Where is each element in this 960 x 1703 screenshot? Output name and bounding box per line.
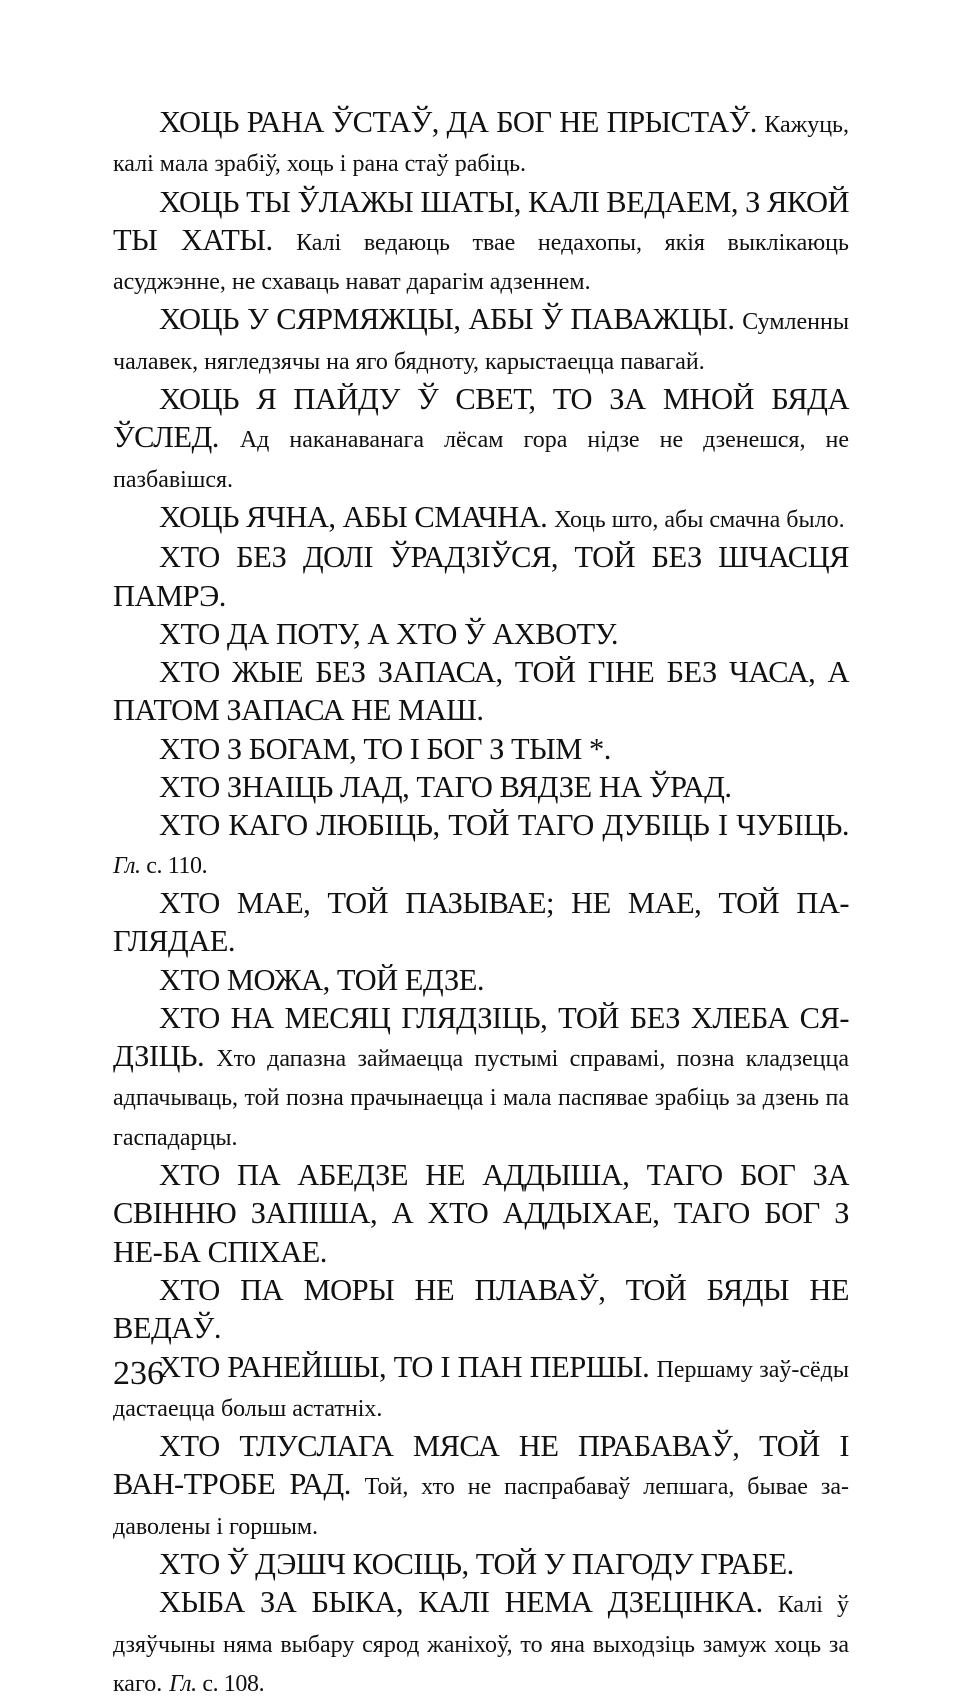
proverb-entry xyxy=(113,1272,849,1349)
proverb-headword: ХОЦЬ ЯЧНА, АБЫ СМАЧНА. xyxy=(159,499,548,534)
proverb-entry xyxy=(113,1349,849,1429)
cross-reference-source: Гл. xyxy=(169,1670,197,1697)
proverb-headword: ХТО З БОГАМ, ТО І БОГ З ТЫМ *. xyxy=(159,731,611,766)
proverb-headword: ХТО ЗНАІЦЬ ЛАД, ТАГО ВЯДЗЕ НА ЎРАД. xyxy=(159,770,732,805)
proverb-headword: ХТО ДА ПОТУ, А ХТО Ў АХВОТУ. xyxy=(159,616,618,651)
proverb-entry xyxy=(113,104,849,184)
proverb-entry xyxy=(113,654,849,731)
proverb-entry xyxy=(113,499,849,539)
proverb-headword: ХТО Ў ДЭШЧ КОСІЦЬ, ТОЙ У ПАГОДУ ГРАБЕ. xyxy=(159,1546,794,1581)
proverb-headword: ХТО КАГО ЛЮБІЦЬ, ТОЙ ТАГО ДУБІЦЬ І ЧУБІЦЬ. xyxy=(159,808,849,843)
proverb-entry xyxy=(113,1157,849,1272)
proverb-entry xyxy=(113,1546,849,1584)
proverb-gloss: Хто дапазна займаецца пустымі справамі, позна кладзецца адпачываць, той позна прачынаецца і мала паспявае зрабіць за дзень па гаспадарцы. xyxy=(113,1046,849,1151)
proverb-headword: ХОЦЬ Я ПАЙДУ Ў СВЕТ, ТО ЗА МНОЙ БЯДА ЎСЛЕД. xyxy=(113,382,849,455)
proverb-gloss: Хоць што, абы смачна было. xyxy=(554,506,845,533)
proverb-gloss: Калі ведаюць твае недахопы, якія выклікаюць асуджэнне, не схаваць нават дарагім адзеннем. xyxy=(113,229,849,296)
proverb-headword: ХТО БЕЗ ДОЛІ ЎРАДЗІЎСЯ, ТОЙ БЕЗ ШЧАСЦЯ ПАМРЭ. xyxy=(113,540,849,613)
proverb-entry xyxy=(113,769,849,807)
cross-reference-page: с. 110. xyxy=(146,852,208,879)
proverb-headword: ХТО ЖЫЕ БЕЗ ЗАПАСА, ТОЙ ГІНЕ БЕЗ ЧАСА, А ПАТОМ ЗАПАСА НЕ МАШ. xyxy=(113,655,849,728)
dictionary-page xyxy=(113,104,849,1703)
cross-reference xyxy=(169,1671,264,1697)
proverb-headword: ХТО ПА МОРЫ НЕ ПЛАВАЎ, ТОЙ БЯДЫ НЕ ВЕДАЎ. xyxy=(113,1272,849,1346)
proverb-entry xyxy=(113,885,849,962)
proverb-headword: ХТО МОЖА, ТОЙ ЕДЗЕ. xyxy=(159,962,485,997)
proverb-gloss: Ад наканаванага лёсам гора нідзе не дзенешся, не пазбавішся. xyxy=(113,427,849,493)
proverb-entry xyxy=(113,539,849,616)
proverb-entry xyxy=(113,807,849,885)
proverb-gloss: Сумленны чалавек, нягледзячы на яго бядноту, карыстаецца павагай. xyxy=(113,309,849,375)
proverb-entry xyxy=(113,1000,849,1157)
proverb-headword: ХЫБА ЗА БЫКА, КАЛІ НЕМА ДЗЕЦІНКА. xyxy=(159,1585,763,1620)
proverb-headword: ХОЦЬ У СЯРМЯЖЦЫ, АБЫ Ў ПАВАЖЦЫ. xyxy=(159,302,735,337)
proverb-entry xyxy=(113,1428,849,1546)
proverb-entry xyxy=(113,301,849,381)
proverb-entry xyxy=(113,1584,849,1703)
proverb-entry xyxy=(113,184,849,302)
proverb-headword: ХОЦЬ РАНА ЎСТАЎ, ДА БОГ НЕ ПРЫСТАЎ. xyxy=(159,105,757,139)
proverb-gloss: Калі ў дзяўчыны няма выбару сярод жаніхоў, то яна выходзіць замуж хоць за каго. xyxy=(113,1592,849,1697)
proverb-entry xyxy=(113,731,849,769)
proverb-headword: ХТО РАНЕЙШЫ, ТО І ПАН ПЕРШЫ. xyxy=(159,1349,650,1384)
proverb-headword: ХТО ТЛУСЛАГА МЯСА НЕ ПРАБАВАЎ, ТОЙ І ВАН-ТРОБЕ РАД. xyxy=(113,1429,849,1502)
proverb-gloss: Першаму заў-сёды дастаецца больш астатніх. xyxy=(113,1356,849,1422)
proverb-headword: ХТО МАЕ, ТОЙ ПАЗЫВАЕ; НЕ МАЕ, ТОЙ ПА-ГЛЯДАЕ. xyxy=(113,885,849,959)
cross-reference xyxy=(113,853,207,879)
proverb-gloss: Той, хто не паспрабаваў лепшага, бывае за-даволены і горшым. xyxy=(113,1474,849,1540)
proverb-entry xyxy=(113,962,849,1000)
proverb-headword: ХТО НА МЕСЯЦ ГЛЯДЗІЦЬ, ТОЙ БЕЗ ХЛЕБА СЯ-ДЗІЦЬ. xyxy=(113,1000,849,1074)
proverb-headword: ХТО ПА АБЕДЗЕ НЕ АДДЫША, ТАГО БОГ ЗА СВІННЮ ЗАПІША, А ХТО АДДЫХАЕ, ТАГО БОГ З НЕ-БА СПІХАЕ. xyxy=(113,1158,849,1269)
page-number: 236 xyxy=(113,1355,164,1392)
proverb-headword: ХОЦЬ ТЫ ЎЛАЖЫ ШАТЫ, КАЛІ ВЕДАЕМ, З ЯКОЙ ТЫ ХАТЫ. xyxy=(113,184,849,257)
cross-reference-page: с. 108. xyxy=(202,1670,265,1697)
proverb-entry xyxy=(113,381,849,499)
proverb-gloss: Кажуць, калі мала зрабіў, хоць і рана стаў рабіць. xyxy=(113,112,849,178)
cross-reference-source: Гл. xyxy=(113,852,141,879)
proverb-entry xyxy=(113,616,849,654)
